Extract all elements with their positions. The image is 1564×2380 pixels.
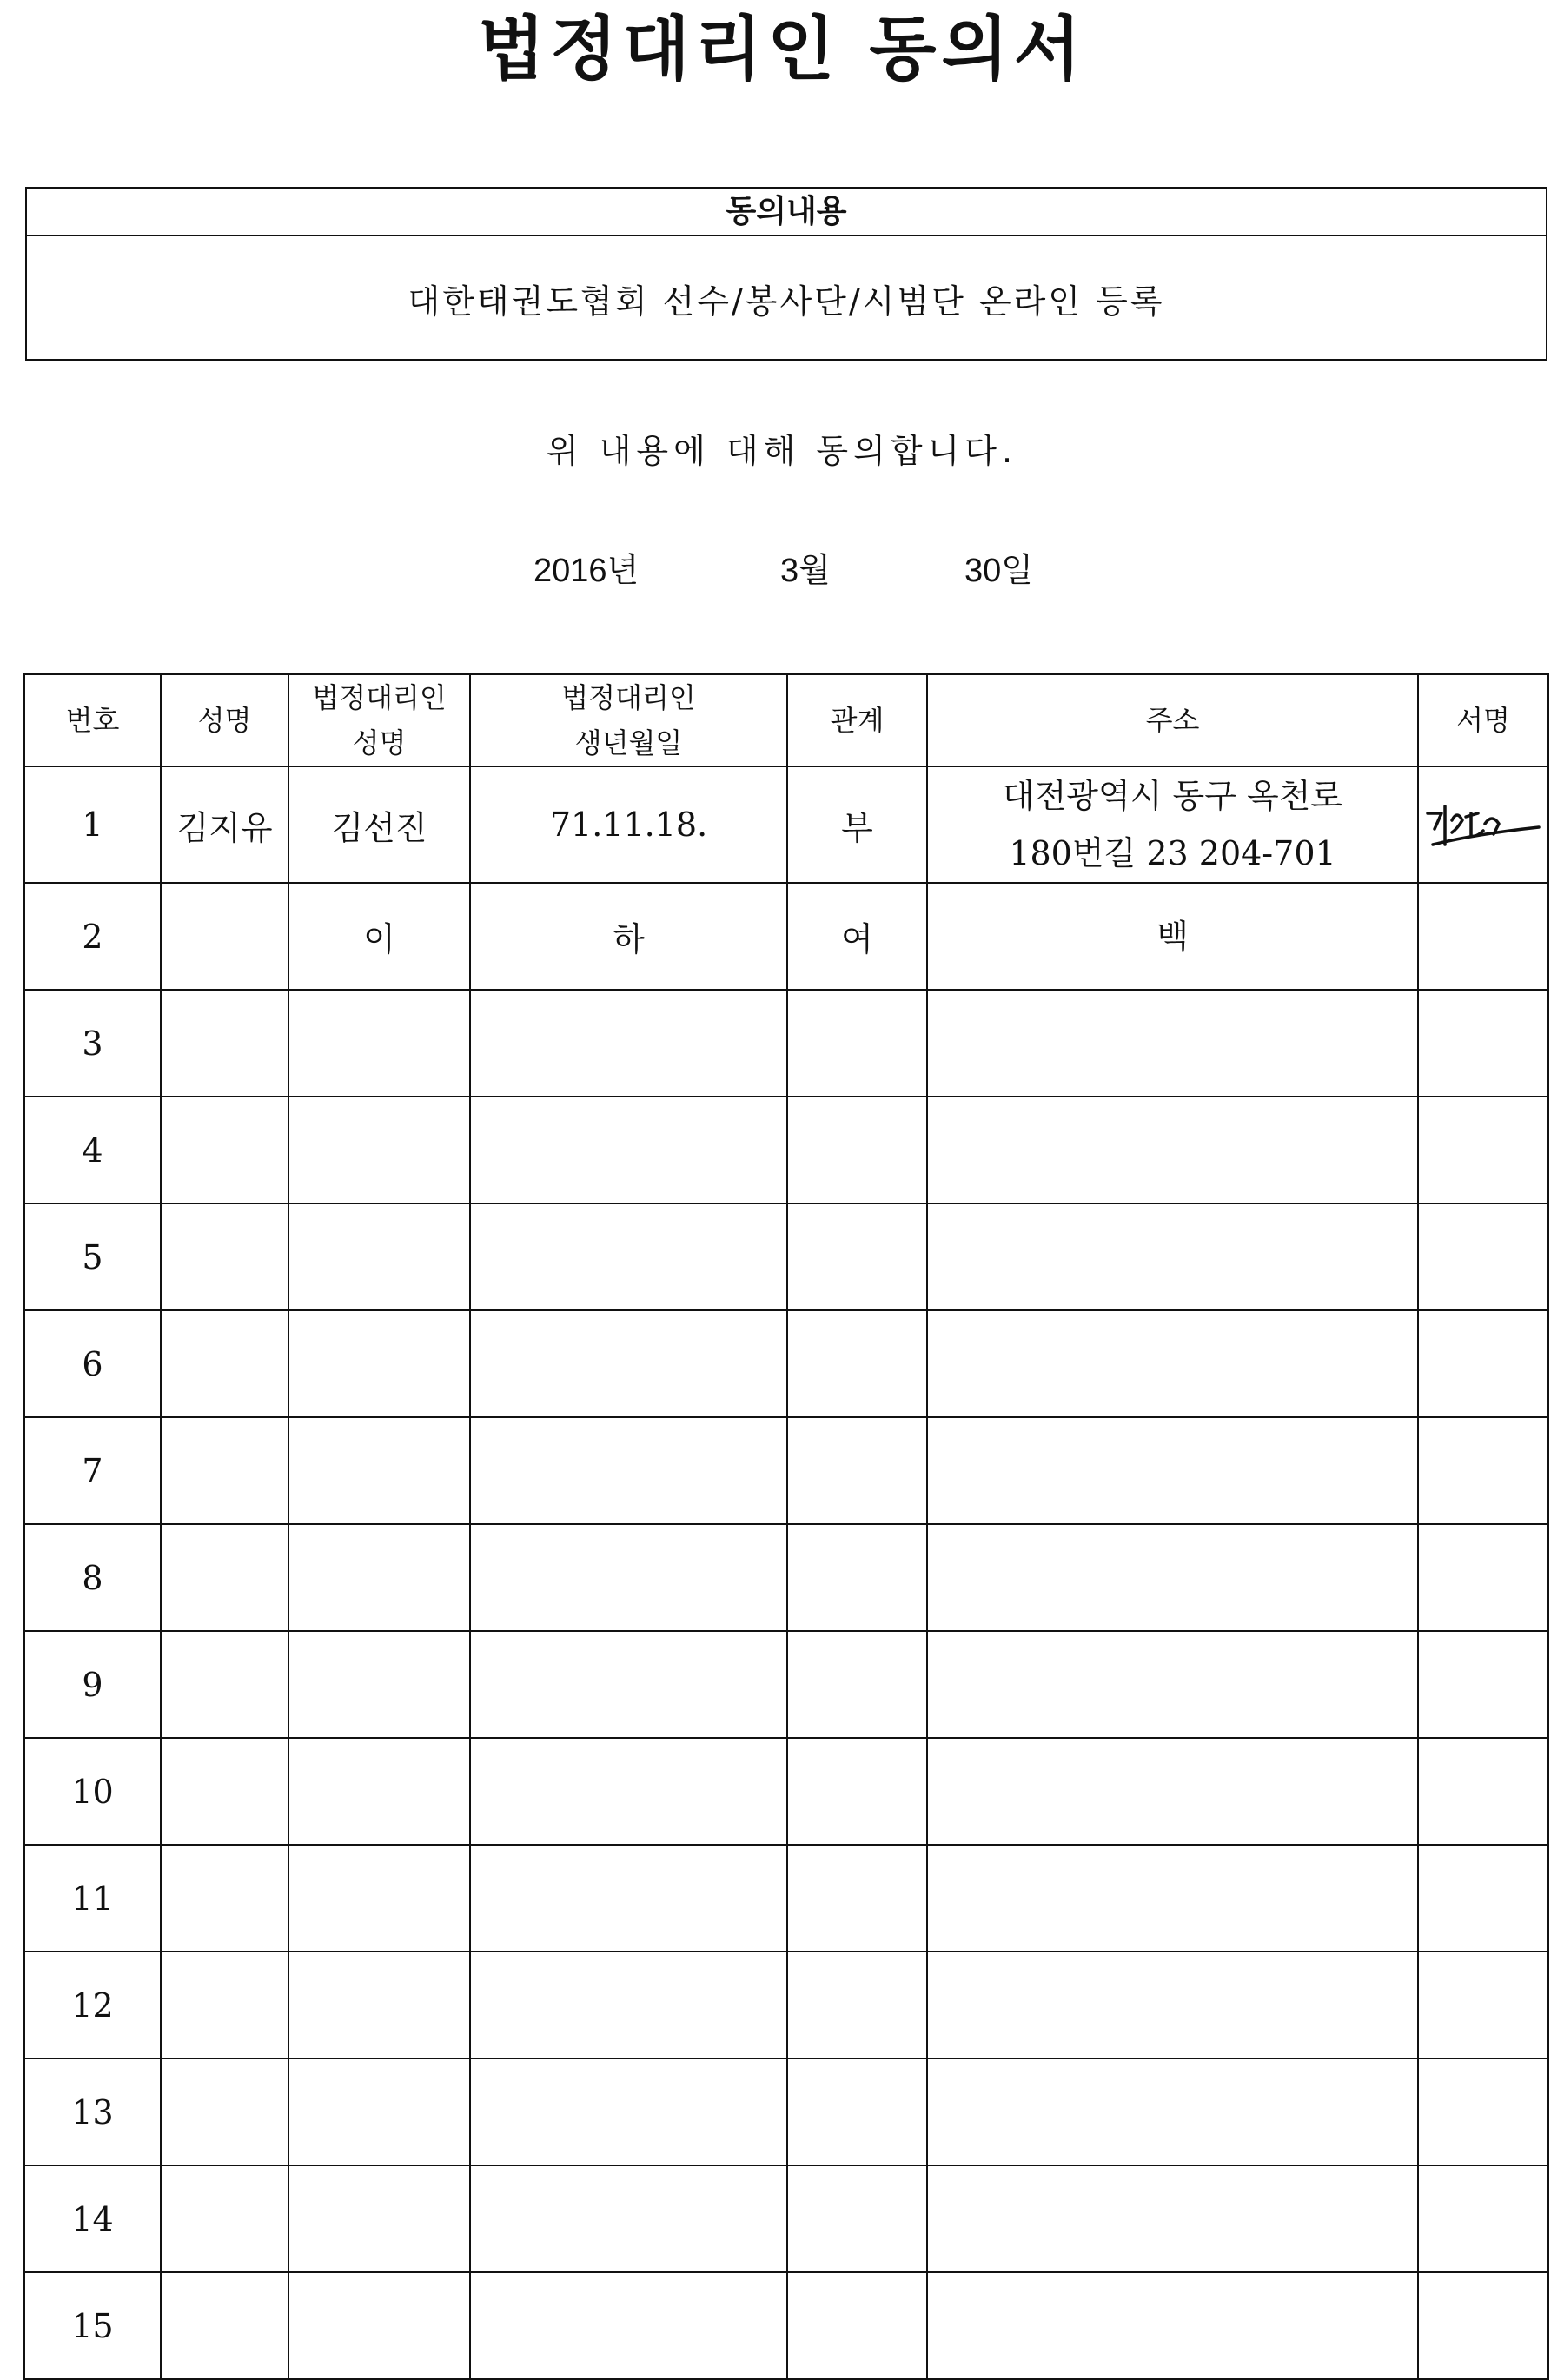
row-address [927, 2272, 1418, 2379]
consent-heading: 동의내용 [27, 189, 1546, 236]
row-name [161, 1524, 288, 1631]
row-guardian-birth [470, 990, 787, 1097]
table-row [24, 1097, 1548, 1203]
row-guardian-birth [470, 1097, 787, 1203]
header-name: 성명 [161, 674, 288, 766]
row-name [161, 2272, 288, 2379]
row-guardian-name [288, 1524, 470, 1631]
table-row [24, 2058, 1548, 2165]
row-no: 12 [24, 1952, 161, 2058]
row-signature [1418, 1417, 1548, 1524]
table-row [24, 2272, 1548, 2379]
table-row [24, 1631, 1548, 1738]
row-signature [1418, 2058, 1548, 2165]
row-name [161, 1631, 288, 1738]
date-day: 30일 [964, 553, 1033, 589]
row-guardian-birth: 71.11.18. [470, 766, 787, 883]
row-guardian-birth: 하 [470, 883, 787, 990]
row-name [161, 1310, 288, 1417]
row-guardian-name [288, 1097, 470, 1203]
row-signature [1418, 1310, 1548, 1417]
row-name [161, 1952, 288, 2058]
row-guardian-name [288, 990, 470, 1097]
row-address [927, 1738, 1418, 1845]
row-relation [787, 1310, 927, 1417]
table-row [24, 2165, 1548, 2272]
header-guardian-birth-line2: 생년월일 [574, 726, 683, 759]
table-row [24, 1845, 1548, 1952]
row-relation [787, 2058, 927, 2165]
row-address [927, 1097, 1418, 1203]
handwritten-signature [1422, 794, 1544, 855]
table-row [24, 1417, 1548, 1524]
row-address [927, 990, 1418, 1097]
header-guardian-name [288, 674, 470, 766]
row-address [927, 1631, 1418, 1738]
row-no: 9 [24, 1631, 161, 1738]
row-name [161, 2165, 288, 2272]
row-guardian-name [288, 2058, 470, 2165]
row-address-line2: 180번길 23 204-701 [1009, 834, 1336, 872]
row-guardian-birth [470, 1952, 787, 2058]
row-guardian-name [288, 1417, 470, 1524]
consent-box [25, 187, 1547, 361]
row-signature [1418, 2272, 1548, 2379]
header-guardian-name-line2: 성명 [352, 726, 407, 759]
row-address [927, 1845, 1418, 1952]
row-address [927, 1417, 1418, 1524]
row-address [927, 1203, 1418, 1310]
row-signature [1418, 1738, 1548, 1845]
row-relation: 여 [787, 883, 927, 990]
row-no: 11 [24, 1845, 161, 1952]
row-signature [1418, 1097, 1548, 1203]
row-relation: 부 [787, 766, 927, 883]
row-name [161, 1417, 288, 1524]
row-no: 7 [24, 1417, 161, 1524]
row-address [927, 1524, 1418, 1631]
row-no: 10 [24, 1738, 161, 1845]
row-address-line1: 대전광역시 동구 옥천로 [1002, 777, 1343, 815]
row-relation [787, 1952, 927, 2058]
document-title: 법정대리인 동의서 [477, 9, 1087, 89]
header-guardian-birth [470, 674, 787, 766]
row-name [161, 883, 288, 990]
row-signature [1418, 1631, 1548, 1738]
header-no: 번호 [24, 674, 161, 766]
row-no: 15 [24, 2272, 161, 2379]
row-guardian-name [288, 1310, 470, 1417]
row-guardian-name [288, 2165, 470, 2272]
row-guardian-name: 이 [288, 883, 470, 990]
consent-content: 대한태권도협회 선수/봉사단/시범단 온라인 등록 [408, 282, 1165, 321]
row-no: 13 [24, 2058, 161, 2165]
row-address [927, 1952, 1418, 2058]
table-row [24, 1952, 1548, 2058]
row-no: 6 [24, 1310, 161, 1417]
row-no: 2 [24, 883, 161, 990]
table-row [24, 990, 1548, 1097]
row-no: 8 [24, 1524, 161, 1631]
row-relation [787, 2165, 927, 2272]
row-name [161, 2058, 288, 2165]
row-guardian-birth [470, 1310, 787, 1417]
row-guardian-birth [470, 2272, 787, 2379]
row-no: 1 [24, 766, 161, 883]
row-signature [1418, 2165, 1548, 2272]
row-no: 14 [24, 2165, 161, 2272]
row-guardian-birth [470, 1524, 787, 1631]
guardian-consent-table [23, 673, 1549, 2380]
row-address-line1: 백 [1156, 917, 1189, 956]
agreement-statement: 위 내용에 대해 동의합니다. [546, 432, 1018, 470]
table-row [24, 766, 1548, 883]
row-no: 4 [24, 1097, 161, 1203]
row-relation [787, 1524, 927, 1631]
row-relation [787, 1845, 927, 1952]
row-relation [787, 2272, 927, 2379]
row-guardian-name [288, 1631, 470, 1738]
row-name [161, 1203, 288, 1310]
table-header-row [24, 674, 1548, 766]
row-guardian-name [288, 1845, 470, 1952]
row-relation [787, 1417, 927, 1524]
row-guardian-birth [470, 1631, 787, 1738]
row-address [927, 1310, 1418, 1417]
row-guardian-name [288, 2272, 470, 2379]
row-name [161, 1845, 288, 1952]
row-relation [787, 1097, 927, 1203]
row-name: 김지유 [161, 766, 288, 883]
row-name [161, 1097, 288, 1203]
table-row [24, 1310, 1548, 1417]
row-address [927, 2058, 1418, 2165]
row-guardian-birth [470, 2165, 787, 2272]
header-guardian-name-line1: 법정대리인 [312, 681, 447, 714]
row-signature [1418, 1524, 1548, 1631]
table-row [24, 1203, 1548, 1310]
header-relation: 관계 [787, 674, 927, 766]
header-guardian-birth-line1: 법정대리인 [561, 681, 696, 714]
row-guardian-name [288, 1203, 470, 1310]
row-guardian-birth [470, 1738, 787, 1845]
row-address [927, 766, 1418, 883]
row-relation [787, 990, 927, 1097]
row-guardian-birth [470, 2058, 787, 2165]
row-guardian-name: 김선진 [288, 766, 470, 883]
table-row [24, 883, 1548, 990]
row-signature [1418, 883, 1548, 990]
header-address: 주소 [927, 674, 1418, 766]
row-name [161, 1738, 288, 1845]
header-signature: 서명 [1418, 674, 1548, 766]
row-signature [1418, 990, 1548, 1097]
row-address [927, 2165, 1418, 2272]
row-relation [787, 1203, 927, 1310]
table-row [24, 1738, 1548, 1845]
row-no: 5 [24, 1203, 161, 1310]
row-relation [787, 1631, 927, 1738]
table-row [24, 1524, 1548, 1631]
row-guardian-birth [470, 1417, 787, 1524]
row-relation [787, 1738, 927, 1845]
row-guardian-name [288, 1738, 470, 1845]
row-name [161, 990, 288, 1097]
row-no: 3 [24, 990, 161, 1097]
date-year: 2016년 [533, 553, 640, 589]
row-signature [1418, 1845, 1548, 1952]
date-month: 3월 [780, 553, 831, 589]
row-guardian-birth [470, 1203, 787, 1310]
row-signature [1418, 766, 1548, 883]
row-guardian-birth [470, 1845, 787, 1952]
row-signature [1418, 1952, 1548, 2058]
row-guardian-name [288, 1952, 470, 2058]
row-signature [1418, 1203, 1548, 1310]
row-address [927, 883, 1418, 990]
